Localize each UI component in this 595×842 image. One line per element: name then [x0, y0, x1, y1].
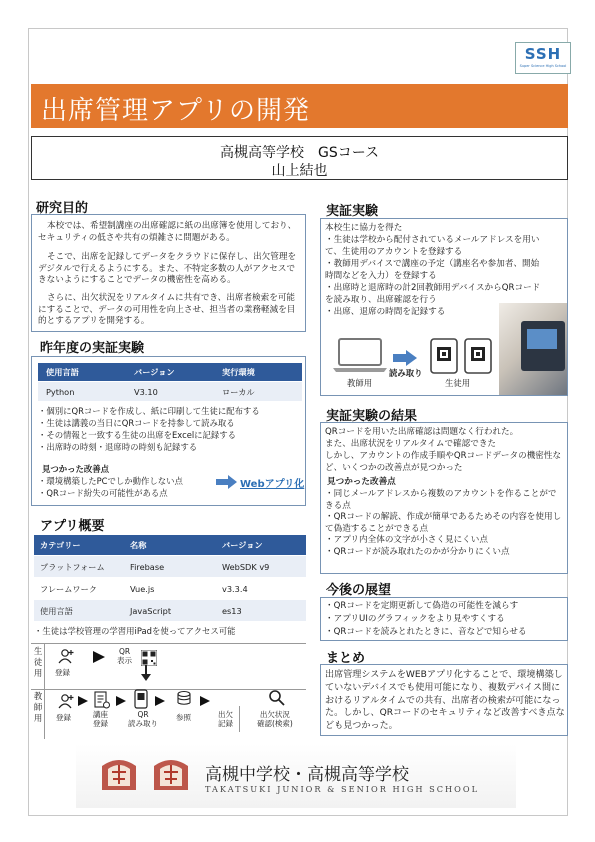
last-year-heading: 昨年度の実証実験	[40, 341, 145, 356]
last-year-bullet-4: ・出席時の時刻・退席時の時刻も記録する	[38, 442, 198, 452]
last-year-bullet-1-text: 個別にQRコードを作成し、紙に印刷して生徒に配布する	[46, 406, 260, 416]
last-year-box	[31, 356, 306, 506]
teacher-play-arrow-icon-3	[155, 696, 165, 706]
teacher-play-arrow-icon-4	[200, 696, 210, 706]
results-heading: 実証実験の結果	[326, 409, 418, 424]
app-framework-version: v3.3.4	[222, 584, 248, 594]
qr-code-icon	[141, 650, 157, 666]
app-col-name: 名称	[130, 540, 147, 550]
photo-screen	[527, 329, 557, 349]
experiment-line-2: ・生徒は学校から配付されているメールアドレスを用いて、生徒用のアカウントを登録する	[325, 235, 540, 257]
school-box	[31, 136, 568, 180]
future-heading: 今後の展望	[326, 583, 392, 598]
app-language-version: es13	[222, 606, 242, 616]
last-year-bullet-4-text: 出席時の時刻・退席時の時刻も記録する	[46, 442, 198, 452]
app-platform-version: WebSDK v9	[222, 562, 270, 572]
course-document-icon	[94, 691, 110, 709]
app-framework-category: フレームワーク	[40, 584, 97, 594]
teacher-step-attendance-record: 出欠 記録	[218, 710, 233, 728]
last-year-improve-1-text: 環境構築したPCでしか動作しない点	[46, 476, 183, 486]
footer-school-name: 高槻中学校・高槻高等学校	[205, 765, 409, 785]
last-year-table-header	[38, 363, 302, 381]
app-row-platform	[34, 556, 306, 577]
purpose-paragraph-3: さらに、出欠状況をリアルタイムに共有でき、出席者検索を可能にすることで、データの可用性を向上させ、担当者の業務軽減を目的とするアプリを開発する。	[38, 293, 296, 326]
teacher-device-label: 教師用	[347, 378, 373, 388]
results-box	[320, 422, 568, 574]
summary-heading: まとめ	[326, 651, 366, 666]
app-row-framework	[34, 578, 306, 599]
summary-box	[320, 664, 568, 736]
purpose-box	[31, 214, 306, 332]
poster-title: 出席管理アプリの開発	[41, 96, 310, 126]
app-col-category: カテゴリー	[40, 540, 81, 550]
down-arrow-icon	[141, 674, 151, 681]
teacher-step-search: 出欠状況 確認(検索)	[257, 710, 293, 728]
student-device-label: 生徒用	[445, 378, 471, 388]
last-year-improve-2-text: QRコード紛失の可能性がある点	[46, 488, 168, 498]
ssh-logo-subtext: Super Science High School	[519, 64, 567, 68]
database-icon	[176, 690, 194, 708]
purpose-paragraph-2: そこで、出席を記録してデータをクラウドに保存し、出欠管理をデジタルで行えるようにする。また、不特定多数の人がアクセスできないようにすることでデータの機密性を高める。	[38, 252, 297, 285]
student-row-label: 生徒用	[33, 646, 43, 678]
last-year-col-language: 使用言語	[46, 367, 79, 377]
last-year-improve-2: ・QRコード紛失の可能性がある点	[38, 488, 168, 498]
last-year-improve-heading: 見つかった改善点	[42, 464, 109, 474]
title-banner	[31, 84, 568, 128]
app-note-text: 生徒は学校管理の学習用iPadを使ってアクセス可能	[42, 626, 236, 636]
teacher-user-add-icon	[57, 693, 75, 709]
school-crest-icon-2	[150, 752, 192, 792]
last-year-col-environment: 実行環境	[222, 367, 255, 377]
teacher-row-label: 教師用	[33, 691, 43, 723]
last-year-bullet-3-text: その情報と一致する生徒の出席をExcelに記録する	[46, 430, 237, 440]
app-language-category: 使用言語	[40, 606, 73, 616]
app-row-language	[34, 600, 306, 621]
last-year-improve-1: ・環境構築したPCでしか動作しない点	[38, 476, 183, 486]
teacher-step-register: 登録	[56, 713, 71, 722]
tablets-qr-icon	[429, 337, 495, 375]
experiment-photo	[499, 303, 567, 395]
experiment-heading: 実証実験	[326, 204, 379, 219]
results-improve-4: ・QRコードが読み取れたのかが分かりにくい点	[325, 547, 510, 557]
future-item-2: ・アプリUIのグラフィックをより見やすくする	[325, 614, 505, 624]
flow-divider-2	[239, 706, 240, 732]
app-platform-category: プラットフォーム	[40, 562, 105, 572]
school-name: 高槻高等学校 GSコース	[219, 145, 380, 161]
future-box	[320, 597, 568, 641]
app-note: ・生徒は学校管理の学習用iPadを使ってアクセス可能	[34, 626, 236, 636]
app-table-header	[34, 535, 306, 555]
author-name: 山上結也	[271, 163, 328, 179]
last-year-environment: ローカル	[222, 387, 255, 397]
results-improve-3: ・アプリ内全体の文字が小さく見にくい点	[325, 535, 488, 545]
summary-text: 出席管理システムをWEBアプリ化することで、環境構築していないデバイスでも使用可能になり、複数デバイス間におけるリアルタイムでの共有、出席者の検索が可能になった。しかし、QRコードのセキュリティなど改善すべき点なども見つかった。	[325, 670, 565, 732]
ssh-logo	[515, 42, 571, 74]
laptop-icon	[331, 337, 389, 373]
last-year-bullet-2: ・生徒は講義の当日にQRコードを持参して読み取る	[38, 418, 235, 428]
play-arrow-icon	[93, 651, 105, 663]
teacher-step-course: 講座 登録	[93, 710, 108, 728]
results-improve-heading: 見つかった改善点	[327, 477, 396, 487]
experiment-line-3: ・教師用デバイスで講座の予定（講座名や参加者、開始時間などを入力）を登録する	[325, 259, 540, 281]
app-platform-name: Firebase	[130, 562, 165, 572]
last-year-bullet-1: ・個別にQRコードを作成し、紙に印刷して生徒に配布する	[38, 406, 260, 416]
user-add-icon	[57, 648, 75, 664]
arrow-right-icon	[216, 475, 238, 489]
app-col-version: バージョン	[222, 540, 263, 550]
smartphone-icon	[134, 689, 148, 709]
last-year-language: Python	[46, 387, 75, 397]
flow-divider	[44, 643, 45, 739]
student-step-register: 登録	[55, 668, 70, 677]
last-year-version: V3.10	[134, 387, 158, 397]
results-improve-1: ・同じメールアドレスから複数のアカウントを作ることができる点	[325, 489, 557, 511]
teacher-step-qr-read: QR 読み取り	[128, 710, 158, 728]
results-improve-2: ・QRコードの解読、作成が簡単であるためその内容を使用して偽造することができる点	[325, 512, 562, 534]
experiment-box	[320, 218, 568, 396]
results-line-2: また、出席状況をリアルタイムで確認できた	[325, 439, 497, 449]
future-item-3: ・QRコードを読みとれたときに、音などで知らせる	[325, 627, 527, 637]
app-heading: アプリ概要	[40, 519, 105, 534]
experiment-line-1: 本校生に協力を得た	[325, 223, 403, 233]
purpose-heading: 研究目的	[36, 201, 89, 216]
last-year-table-row	[38, 382, 302, 401]
webapp-link: Webアプリ化	[240, 479, 305, 490]
last-year-bullet-2-text: 生徒は講義の当日にQRコードを持参して読み取る	[46, 418, 235, 428]
ssh-logo-text: SSH	[524, 45, 562, 63]
future-item-1: ・QRコードを定期更新して偽造の可能性を減らす	[325, 601, 519, 611]
experiment-line-5: ・出席、退席の時間を記録する	[325, 307, 446, 317]
last-year-bullet-3: ・その情報と一致する生徒の出席をExcelに記録する	[38, 430, 237, 440]
results-line-3: しかし、アカウントの作成手順やQRコードデータの機密性など、いくつかの改善点が見つかった	[325, 451, 562, 473]
school-crest-icon	[98, 752, 140, 792]
app-framework-name: Vue.js	[130, 584, 155, 594]
last-year-bullets	[38, 405, 302, 453]
results-line-1: QRコードを用いた出席確認は問題なく行われた。	[325, 427, 519, 437]
teacher-step-reference: 参照	[176, 713, 191, 722]
student-step-qr-display: QR 表示	[117, 647, 132, 665]
experiment-line-4: ・出席時と退席時の計2回教師用デバイスからQRコードを読み取り、出席確認を行う	[325, 283, 541, 305]
last-year-col-version: バージョン	[134, 367, 175, 377]
footer-school-name-en: TAKATSUKI JUNIOR & SENIOR HIGH SCHOOL	[205, 784, 480, 794]
read-label: 読み取り	[389, 368, 423, 378]
flow-diagram	[31, 643, 306, 739]
teacher-play-arrow-icon-1	[78, 696, 88, 706]
device-arrow-icon	[393, 350, 417, 366]
teacher-play-arrow-icon-2	[116, 696, 126, 706]
search-icon	[268, 689, 286, 707]
app-language-name: JavaScript	[130, 606, 172, 616]
purpose-paragraph-1: 本校では、希望制講座の出席確認に紙の出席簿を使用しており、セキュリティの低さや共有の煩雑さに問題がある。	[38, 221, 297, 243]
